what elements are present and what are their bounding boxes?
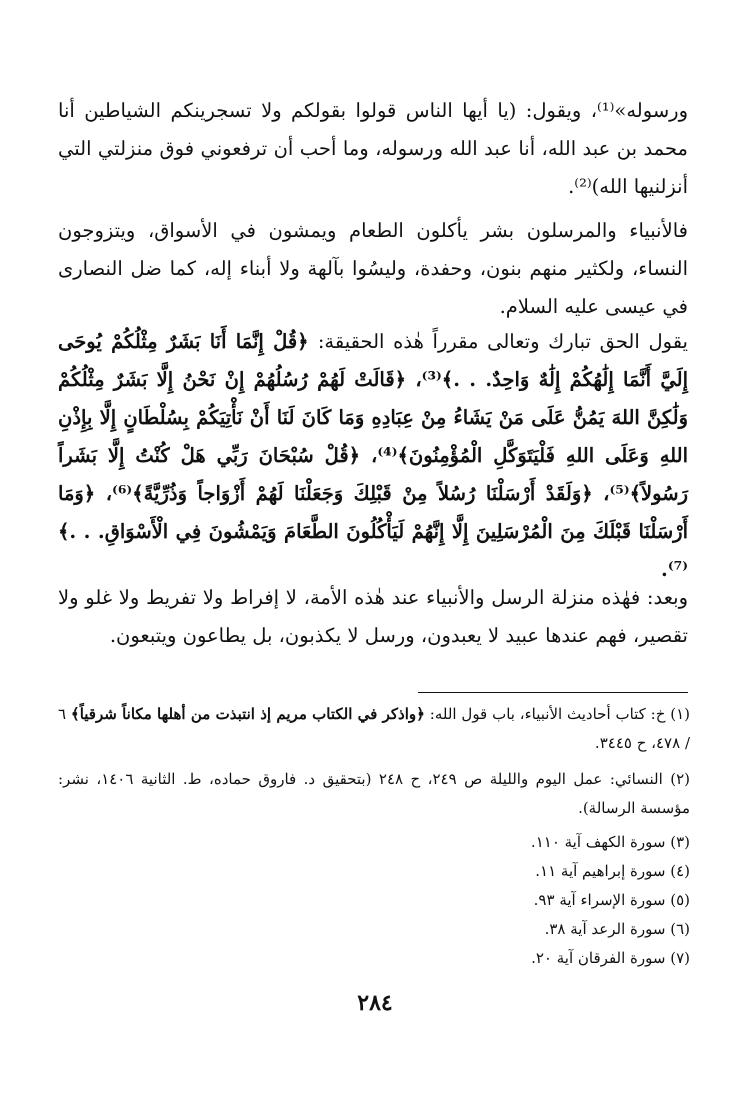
footnote-1-quran: ﴿واذكر في الكتاب مريم إذ انتبذت من أهلها مكاناً شرقياً﴾ — [70, 705, 425, 723]
footnotes — [58, 700, 690, 973]
quran-intro-text: يقول الحق تبارك وتعالى مقرراً هٰذه الحقيقة: — [317, 330, 688, 353]
footnote-separator — [418, 692, 688, 693]
footnote-7: (٧) سورة الفرقان آية ٢٠. — [531, 949, 690, 967]
footnote-6: (٦) سورة الرعد آية ٣٨. — [544, 920, 690, 938]
paragraph-hadith: ورسوله»⁽¹⁾، ويقول: (يا أيها الناس قولوا بقولكم ولا تسجرينكم الشياطين أنا محمد بن عبد الله، أنا عبد الله ورسوله، وما أحب أن ترفعوني فوق منزلتي التي أنزلنيها الله)⁽²⁾. — [58, 99, 688, 198]
quran-verses-text: ﴿قُلْ إِنَّمَا أَنَا بَشَرٌ مِثْلُكُمْ يُوحَى إِلَيَّ أَنَّمَا إِلَٰهُكُمْ إِلَٰهٌ وَاحِدٌ. . .﴾⁽³⁾، ﴿قَالَتْ لَهُمْ رُسُلُهُمْ إِنْ نَحْنُ إِلَّا بَشَرٌ مِثْلُكُمْ وَلَٰكِنَّ اللهَ يَمُنُّ عَلَى مَنْ يَشَاءُ مِنْ عِبَادِهِ وَمَا كَانَ لَنَا أَنْ نَأْتِيَكُمْ بِسُلْطَانٍ إِلَّا بِإِذْنِ اللهِ وَعَلَى اللهِ فَلْيَتَوَكَّلِ الْمُؤْمِنُونَ﴾⁽⁴⁾، ﴿قُلْ سُبْحَانَ رَبِّي هَلْ كُنْتُ إِلَّا بَشَراً رَسُولاً﴾⁽⁵⁾، ﴿وَلَقَدْ أَرْسَلْنَا رُسُلاً مِنْ قَبْلِكَ وَجَعَلْنَا لَهُمْ أَزْوَاجاً وَذُرِّيَّةً﴾⁽⁶⁾، ﴿وَمَا أَرْسَلْنَا قَبْلَكَ مِنَ الْمُرْسَلِينَ إِلَّا إِنَّهُمْ لَيَأْكُلُونَ الطَّعَامَ وَيَمْشُونَ فِي الْأَسْوَاقِ. . .﴾⁽⁷⁾. — [58, 330, 688, 581]
footnote-1-ref: ٦ / ٤٧٨، ح ٣٤٤٥. — [58, 705, 690, 752]
footnote-1 — [58, 700, 690, 758]
page-number: ٢٨٤ — [357, 990, 393, 1016]
paragraph-conclusion: وبعد: فهٰذه منزلة الرسل والأنبياء عند هٰذه الأمة، لا إفراط ولا تفريط ولا غلو ولا تقصير، فهم عندها عبيد لا يعبدون، ورسل لا يكذبون، بل يطاعون ويتبعون. — [58, 586, 688, 647]
footnote-4: (٤) سورة إبراهيم آية ١١. — [535, 862, 690, 880]
paragraph-quran-verses — [58, 323, 688, 589]
footnote-3: (٣) سورة الكهف آية ١١٠. — [530, 833, 690, 851]
footnote-2: (٢) النسائي: عمل اليوم والليلة ص ٢٤٩، ح ٢٤٨ (بتحقيق د. فاروق حماده، ط. الثانية ١٤٠٦، نشر: مؤسسة الرسالة). — [58, 770, 691, 817]
paragraph-prophets-humans: فالأنبياء والمرسلون بشر يأكلون الطعام ويمشون في الأسواق، ويتزوجون النساء، ولكثير منهم بنون، وحفدة، وليسُوا بآلهة ولا أبناء إله، كما ضل النصارى في عيسى عليه السلام. — [58, 219, 688, 318]
footnote-1-text: (١) خ: كتاب أحاديث الأنبياء، باب قول الله: — [429, 705, 690, 723]
footnote-5: (٥) سورة الإسراء آية ٩٣. — [533, 891, 690, 909]
